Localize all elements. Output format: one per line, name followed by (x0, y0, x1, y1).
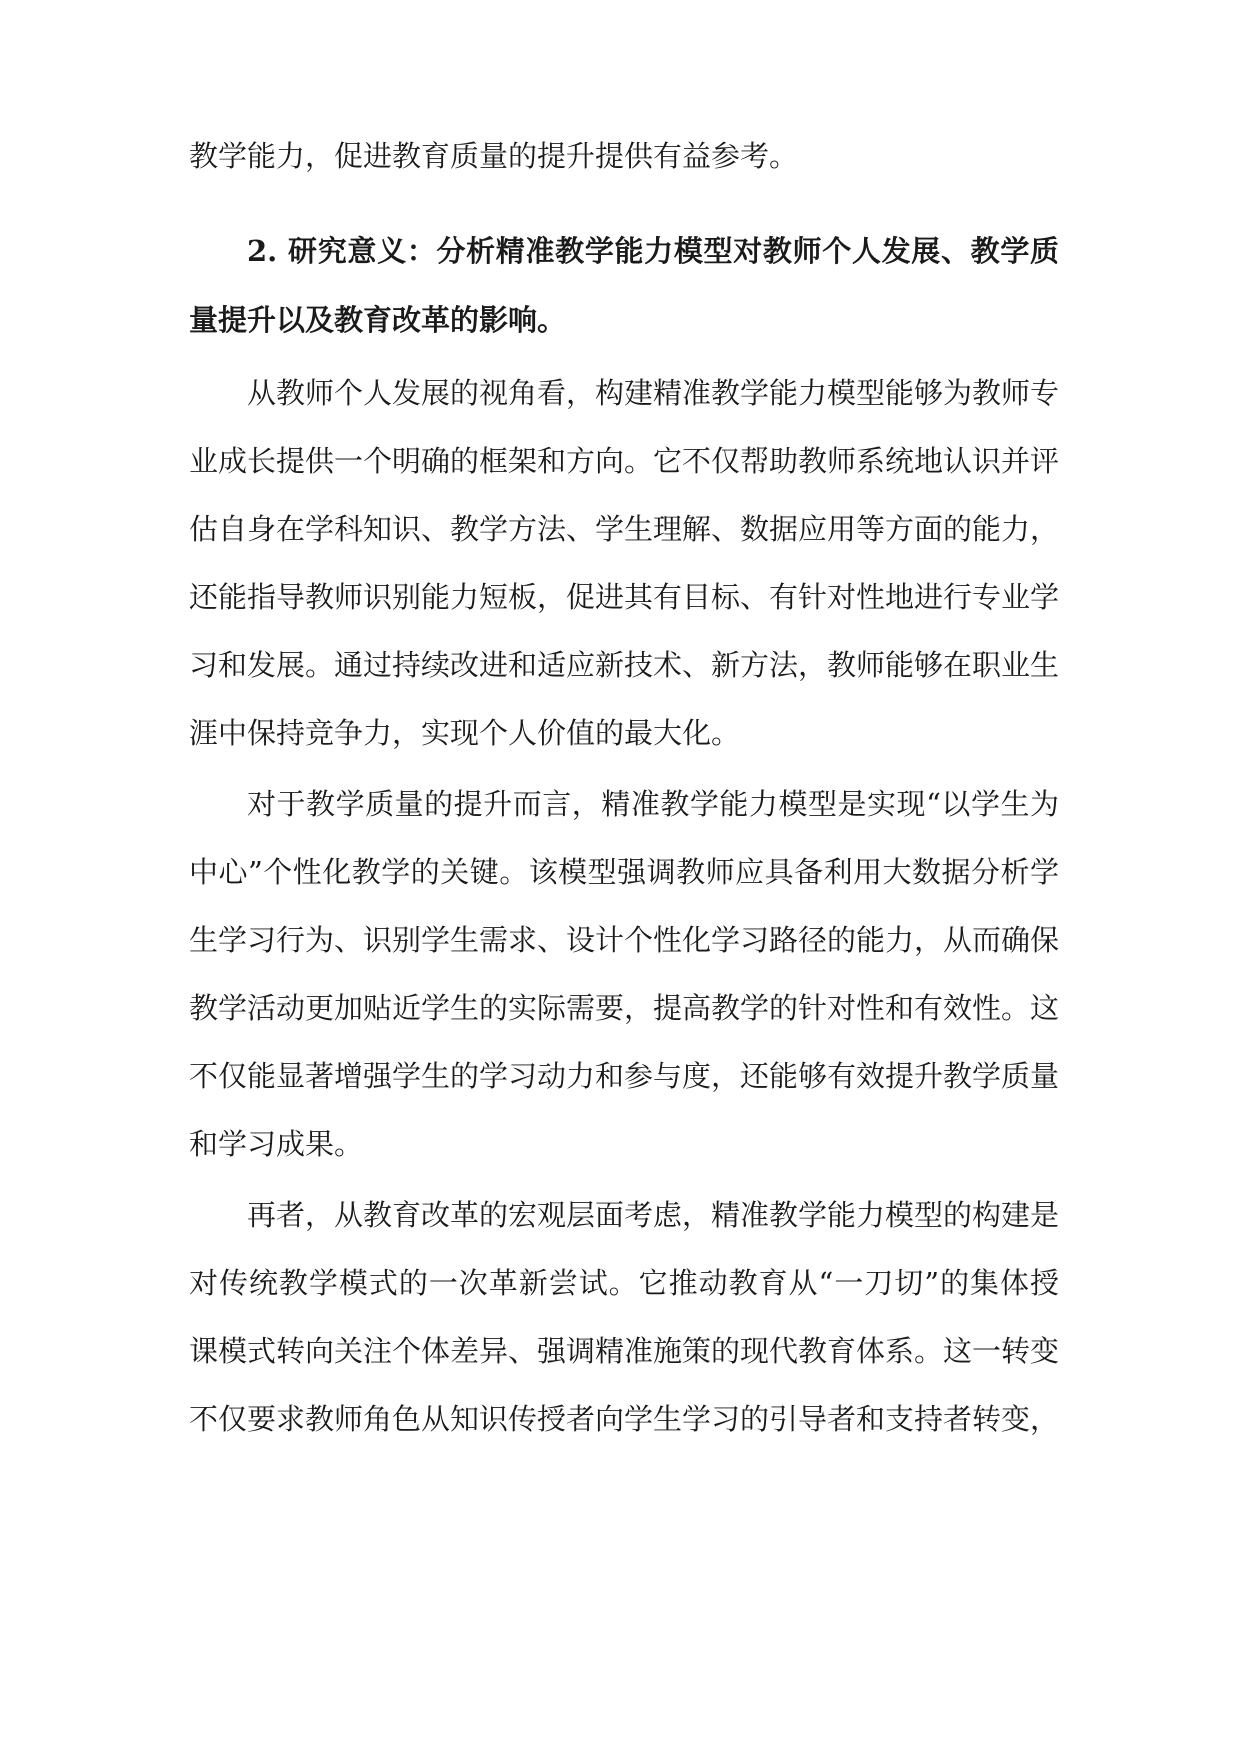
paragraph-1-line-4: 还能指导教师识别能力短板，促进其有目标、有针对性地进行专业学 (189, 580, 1060, 614)
paragraph-3-line-4: 不仅要求教师角色从知识传授者向学生学习的引导者和支持者转变， (189, 1402, 1060, 1436)
paragraph-2-line-2: 中心”个性化教学的关键。该模型强调教师应具备利用大数据分析学 (189, 855, 1059, 889)
section-heading-line-2: 量提升以及教育改革的影响。 (189, 303, 567, 337)
paragraph-1-line-3: 估自身在学科知识、教学方法、学生理解、数据应用等方面的能力， (189, 512, 1060, 546)
paragraph-2-line-5: 不仅能显著增强学生的学习动力和参与度，还能够有效提升教学质量 (189, 1059, 1060, 1093)
paragraph-1-line-2: 业成长提供一个明确的框架和方向。它不仅帮助教师系统地认识并评 (189, 444, 1060, 478)
paragraph-1-line-5: 习和发展。通过持续改进和适应新技术、新方法，教师能够在职业生 (189, 648, 1060, 682)
section-heading-line-1: 2. 研究意义：分析精准教学能力模型对教师个人发展、教学质 (247, 234, 1059, 268)
paragraph-1-line-1: 从教师个人发展的视角看，构建精准教学能力模型能够为教师专 (247, 376, 1060, 410)
paragraph-3-line-3: 课模式转向关注个体差异、强调精准施策的现代教育体系。这一转变 (189, 1334, 1060, 1368)
paragraph-2-line-4: 教学活动更加贴近学生的实际需要，提高教学的针对性和有效性。这 (189, 991, 1060, 1025)
intro-tail-line: 教学能力，促进教育质量的提升提供有益参考。 (189, 139, 799, 173)
paragraph-2-line-1: 对于教学质量的提升而言，精准教学能力模型是实现“以学生为 (247, 787, 1059, 821)
paragraph-2-line-3: 生学习行为、识别学生需求、设计个性化学习路径的能力，从而确保 (189, 923, 1060, 957)
paragraph-2-line-6: 和学习成果。 (189, 1127, 364, 1161)
paragraph-3-line-2: 对传统教学模式的一次革新尝试。它推动教育从“一刀切”的集体授 (189, 1266, 1059, 1300)
paragraph-3-line-1: 再者，从教育改革的宏观层面考虑，精准教学能力模型的构建是 (247, 1198, 1060, 1232)
paragraph-1-line-6: 涯中保持竞争力，实现个人价值的最大化。 (189, 716, 741, 750)
